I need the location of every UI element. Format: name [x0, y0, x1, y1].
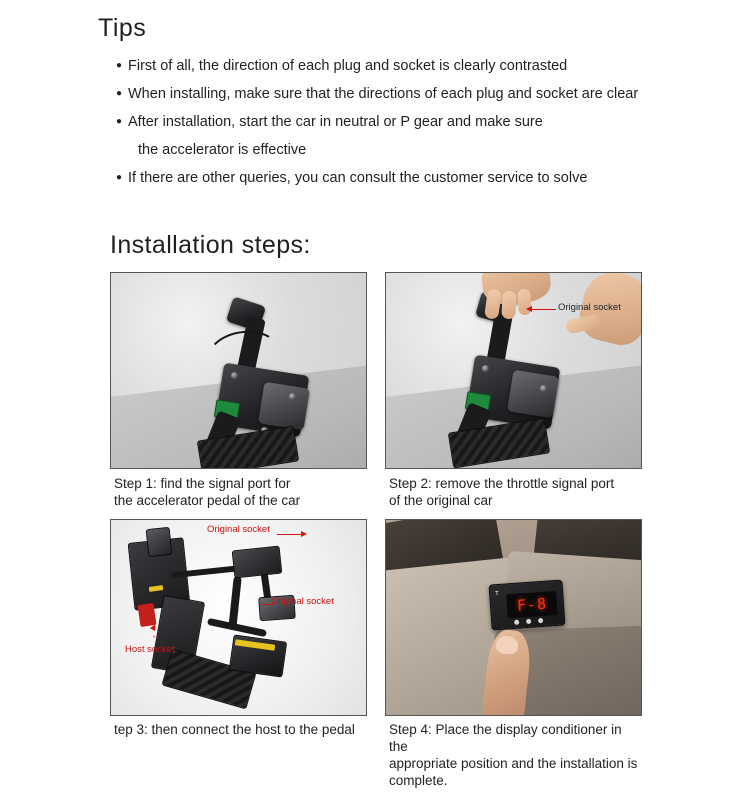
step-4-caption: Step 4: Place the display conditioner in the appropriate position and the installation is complete.	[389, 722, 638, 788]
bullet-icon: ●	[116, 116, 123, 127]
device-display-value: F-8	[516, 594, 548, 615]
tips-item-text: If there are other queries, you can consult the customer service to solve	[128, 170, 588, 186]
bolt-icon	[540, 385, 547, 392]
step-4-photo	[385, 519, 642, 716]
device-button-icon[interactable]	[538, 618, 543, 623]
tips-list-item-continuation	[0, 137, 750, 163]
installation-steps-title: Installation steps:	[110, 231, 311, 259]
step-1-cell	[110, 272, 365, 519]
tips-list-item	[0, 81, 750, 107]
throttle-controller-device[interactable]	[488, 579, 565, 630]
callout-original-socket-right: Original socket	[271, 596, 334, 607]
step-3-caption: tep 3: then connect the host to the pedal	[114, 722, 355, 737]
installation-steps-section	[0, 231, 750, 799]
pedal-sensor-cap	[258, 382, 310, 431]
tips-list-item	[0, 53, 750, 79]
tips-item-text: When installing, make sure that the directions of each plug and socket are clear	[128, 86, 639, 102]
pedal-bracket	[146, 527, 173, 557]
device-button-icon[interactable]	[526, 619, 531, 624]
tips-section	[0, 0, 750, 191]
callout-original-socket: Original socket	[558, 302, 621, 313]
bullet-icon: ●	[116, 60, 123, 71]
step-3-photo	[110, 519, 367, 716]
callout-original-socket-top: Original socket	[207, 524, 270, 535]
callout-arrow-icon	[301, 531, 307, 537]
device-brand-logo: T	[494, 590, 500, 598]
steps-grid	[110, 272, 640, 799]
callout-leader-line	[261, 604, 273, 605]
device-display	[506, 591, 558, 618]
original-socket-connector-a	[232, 546, 283, 579]
tips-item-text: the accelerator is effective	[138, 142, 307, 158]
tips-list-item	[0, 165, 750, 191]
step-1-photo	[110, 272, 367, 469]
step-2-photo	[385, 272, 642, 469]
steps-row-1	[110, 272, 640, 519]
step-2-caption: Step 2: remove the throttle signal port of the original car	[389, 476, 615, 508]
callout-host-socket: Host socket	[125, 644, 175, 655]
step-2-cell	[385, 272, 640, 519]
step-1-caption: Step 1: find the signal port for the accelerator pedal of the car	[114, 476, 301, 508]
tips-item-text: First of all, the direction of each plug and socket is clearly contrasted	[128, 58, 568, 74]
callout-arrow-icon	[526, 306, 532, 312]
tips-item-text: After installation, start the car in neutral or P gear and make sure	[128, 114, 543, 130]
bullet-icon: ●	[116, 172, 123, 183]
device-button-icon[interactable]	[514, 620, 519, 625]
step-3-cell	[110, 519, 365, 799]
step-4-cell	[385, 519, 640, 799]
bolt-icon	[289, 393, 296, 400]
bullet-icon: ●	[116, 88, 123, 99]
callout-leader-line	[532, 309, 556, 310]
tips-title: Tips	[98, 14, 147, 42]
bolt-icon	[482, 365, 489, 372]
finger	[501, 291, 516, 320]
callout-leader-line	[277, 534, 303, 535]
pedal-sensor-cap	[507, 370, 559, 419]
tips-list-item	[0, 109, 750, 135]
steps-row-2	[110, 519, 640, 799]
tips-list	[0, 53, 750, 191]
